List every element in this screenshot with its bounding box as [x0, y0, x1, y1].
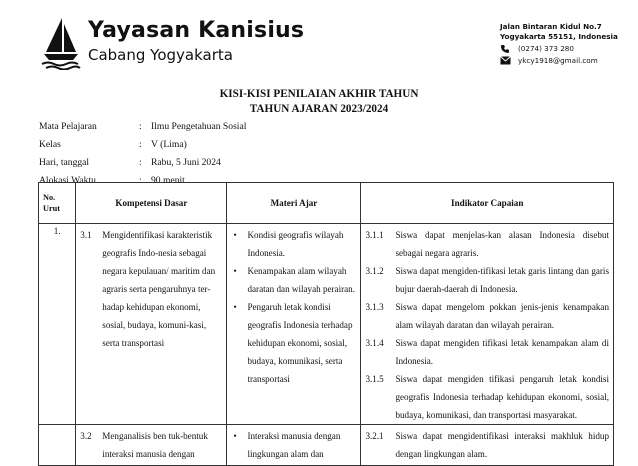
meta-value: 90 menit [151, 175, 185, 186]
meta-sep: : [139, 139, 142, 150]
list-item [365, 427, 609, 463]
header-kompetensi: Kompetensi Dasar [76, 183, 227, 224]
indikator-cell [361, 425, 614, 466]
list-item [365, 226, 609, 262]
materi-cell [227, 224, 361, 425]
meta-row [39, 121, 246, 139]
phone-number: (0274) 373 280 [518, 44, 574, 53]
indikator-text: Siswa dapat mengiden-tifikasi letak garis lintang dan garis bujur daerah-daerah di Indonesia. [395, 266, 609, 294]
kisi-kisi-table [38, 182, 614, 466]
materi-text: Interaksi manusia dengan lingkungan alam dan [247, 431, 341, 459]
phone-row [500, 44, 618, 54]
kd-text: Mengidentifikasi karakteristik geografis Indo-nesia sebagai negara kepulauan/ maritim dan agraris serta pengaruhnya ter-hadap kehidupan ekonomi, sosial, budaya, komuni-kasi, serta transportasi [102, 230, 216, 348]
header-indikator: Indikator Capaian [361, 183, 614, 224]
indikator-text: Siswa dapat menjelas-kan alasan Indonesia disebut sebagai negara agraris. [395, 230, 609, 258]
meta-key: Alokasi Waktu [39, 175, 96, 186]
list-item [231, 427, 356, 463]
table-header-row [39, 183, 614, 224]
meta-key: Kelas [39, 139, 61, 150]
indikator-text: Siswa dapat mengelom pokkan jenis-jenis kenampakan alam wilayah daratan dan wilayah perairan. [395, 302, 609, 330]
indikator-text: Siswa dapat mengiden tifikasi letak kenampakan alam di Indonesia. [395, 338, 609, 366]
row-number: 1. [39, 224, 76, 425]
email-address: ykcy1918@gmail.com [518, 56, 598, 65]
indikator-number: 3.1.3 [365, 302, 384, 312]
bullet-icon: • [233, 230, 237, 240]
indikator-number: 3.1.5 [365, 374, 384, 384]
list-item [365, 298, 609, 334]
header-no-line1: No. [43, 193, 56, 202]
meta-key: Mata Pelajaran [39, 121, 97, 132]
address-line-2: Yogyakarta 55151, Indonesia [500, 32, 618, 41]
bullet-icon: • [233, 302, 237, 312]
list-item [231, 298, 356, 388]
indikator-cell [361, 224, 614, 425]
indikator-number: 3.1.4 [365, 338, 384, 348]
header-no-line2: Urut [43, 204, 61, 213]
document-title: KISI-KISI PENILAIAN AKHIR TAHUN [219, 88, 419, 100]
document-subtitle: TAHUN AJARAN 2023/2024 [249, 103, 389, 115]
list-item [365, 262, 609, 298]
email-row [500, 56, 618, 66]
meta-sep: : [139, 121, 142, 132]
mail-icon [500, 56, 512, 66]
list-item [231, 262, 356, 298]
list-item [365, 370, 609, 424]
kd-number: 3.2 [80, 431, 92, 441]
sailboat-logo-icon [40, 16, 82, 70]
kd-text: Menganalisis ben tuk-bentuk interaksi manusia dengan [102, 431, 208, 459]
materi-text: Pengaruh letak kondisi geografis Indonesia terhadap kehidupan ekonomi, sosial, budaya, komunikasi, serta transportasi [247, 302, 353, 384]
indikator-number: 3.1.1 [365, 230, 384, 240]
materi-text: Kenampakan alam wilayah daratan dan wilayah perairan. [247, 266, 356, 294]
meta-key: Hari, tanggal [39, 157, 90, 168]
materi-cell [227, 425, 361, 466]
indikator-number: 3.1.2 [365, 266, 384, 276]
meta-value: Rabu, 5 Juni 2024 [151, 157, 221, 168]
kompetensi-cell [76, 425, 227, 466]
indikator-text: Siswa dapat mengiden tifikasi pengaruh letak kondisi geografis Indonesia terhadap kehidupan ekonomi, sosial, budaya, komunikasi, dan transportasi masyarakat. [395, 374, 609, 420]
header-materi: Materi Ajar [227, 183, 361, 224]
indikator-number: 3.2.1 [365, 431, 384, 441]
meta-sep: : [139, 175, 142, 186]
address-line-1: Jalan Bintaran Kidul No.7 [500, 22, 602, 31]
contact-block [500, 22, 618, 66]
row-number [39, 425, 76, 466]
list-item [231, 226, 356, 262]
materi-text: Kondisi geografis wilayah Indonesia. [247, 230, 344, 258]
meta-value: V (Lima) [151, 139, 187, 150]
kompetensi-cell [76, 224, 227, 425]
org-branch: Cabang Yogyakarta [88, 46, 233, 64]
letterhead [0, 0, 638, 80]
bullet-icon: • [233, 266, 237, 276]
meta-row [39, 157, 246, 175]
bullet-icon: • [233, 431, 237, 441]
phone-icon [500, 44, 512, 54]
list-item [365, 334, 609, 370]
meta-sep: : [139, 157, 142, 168]
kd-number: 3.1 [80, 230, 92, 240]
indikator-text: Siswa dapat mengidentifikasi interaksi makhluk hidup dengan lingkungan alam. [395, 431, 609, 459]
meta-value: Ilmu Pengetahuan Sosial [151, 121, 247, 132]
org-name: Yayasan Kanisius [88, 18, 305, 43]
header-no-urut [39, 183, 76, 224]
table-row [39, 224, 614, 425]
table-row [39, 425, 614, 466]
meta-row [39, 139, 246, 157]
